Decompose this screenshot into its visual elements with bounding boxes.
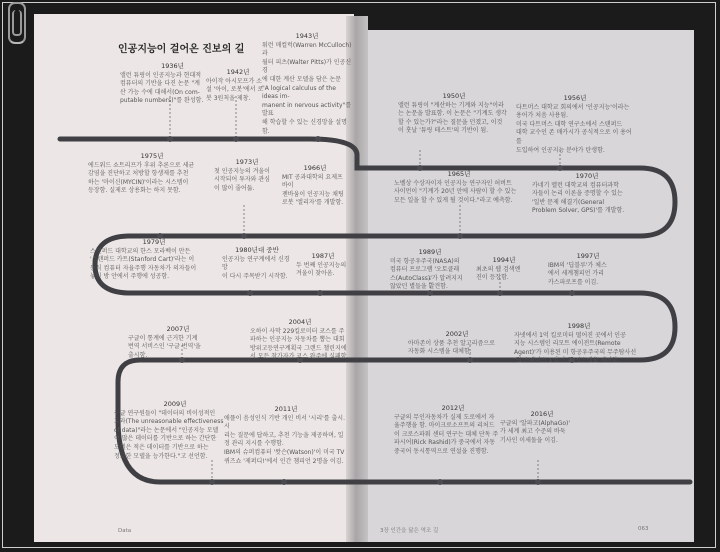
entry-year: 1966년 bbox=[303, 164, 327, 172]
entry-year: 1997년 bbox=[576, 252, 600, 260]
entry-year: 1950년 bbox=[442, 92, 466, 100]
footer-left: Data bbox=[118, 528, 132, 534]
entry-year: 1956년 bbox=[563, 94, 587, 102]
entry-1989: 1989년 미국 항공우주국(NASA)의 컴퓨터 프로그램 '오토클래 스(AutoClass)'가 알려지지 않았던 별들을 발견함. bbox=[390, 248, 470, 292]
entry-2012: 2012년 구글의 무인자동차가 실제 도로에서 자 율주행을 함. 마이크로소프트의 리처드 이 크로스파워 센터 연구는 대체 단독 주 파시어(Rick Rashid)가 중국에서 자동 중국어 동시통역으로 연설을 진행함. bbox=[394, 404, 512, 457]
entry-1936: 1936년 앨런 튜링이 인공지능과 현대적 컴퓨터의 기반을 다진 논문 "계 산 가능 수에 대해서(On com- putable numbers)"를 완성함. bbox=[120, 62, 225, 106]
entry-1998: 1998년 자넷에서 1억 킬로미터 떨어진 곳에서 인공 지능 시스템인 리모트 에이전트(Remote Agent)'가 이용된 미 항공우주국의 무주탐사선 '딥 스페이스 1'호가 주 시스템을 제어함. bbox=[514, 322, 644, 366]
entry-year: 1998년 bbox=[567, 322, 591, 330]
entry-2011: 2011년 애플이 음성인식 기반 개인 비서 '시리'를 출시. 시 리는 질문에 답하고, 추천 기능을 제공하며, 일 정 관리 지시를 수행함. IBM의 슈퍼컴퓨터 '왓슨(Watson)'이 미국 TV 퀴즈쇼 '제퍼디!'에서 인간 챔피언 2명을 이김. bbox=[224, 405, 348, 466]
entry-year: 1942년 bbox=[226, 68, 250, 76]
entry-2007: 2007년 구글이 통계에 근거한 기계 번역 서비스인 '구글 번역'을 출시함. bbox=[128, 325, 228, 360]
entry-year: 1973년 bbox=[235, 158, 259, 166]
entry-1943: 1943년 워런 매컬럭(Warren McCulloch)과 월터 피츠(Walter Pitts)가 인공신경 에 대한 계산 모델을 담은 논문 "A logical calculus of the ideas im- manent in nervous activity"를 발표 해 학습할 수 있는 신경망을 설명함. bbox=[262, 32, 352, 135]
entry-1994: 1994년 최초의 웹 검색엔 진이 등장함. bbox=[476, 256, 532, 283]
entry-2016: 2016년 구글의 '알파고(AlphaGo)' 가 세계 최고 수준의 바둑 기사인 이세돌을 이김. bbox=[500, 410, 584, 445]
entry-year: 2007년 bbox=[166, 325, 190, 333]
entry-year: 2012년 bbox=[441, 404, 465, 412]
entry-year: 2016년 bbox=[530, 410, 554, 418]
entry-year: 2004년 bbox=[288, 318, 312, 326]
entry-year: 1994년 bbox=[492, 256, 516, 264]
entry-year: 1943년 bbox=[295, 32, 319, 40]
entry-1966: 1966년 MIT 공과대학의 요제프 바이 젠바움이 인공지능 채팅 로봇 '엘리자'를 개발함. bbox=[282, 164, 348, 208]
entry-1970: 1970년 카네기 멜런 대학교의 컴퓨터과학 자들이 논리 이론을 증명할 수 있는 '일반 문제 해결기(General Problem Solver, GPS)'를 개발함. bbox=[532, 172, 642, 216]
page-number: 063 bbox=[638, 526, 649, 532]
entry-2004: 2004년 오하이 사막 229킬로미터 코스를 주 파하는 인공지능 자동차를 뽑는 대회 방위고등연구계획국 그랜드 챌린지에 서 모든 참가자가 코스 완주에 실패함. bbox=[250, 318, 349, 361]
entry-year: 1936년 bbox=[161, 62, 184, 70]
entry-1979: 1979년 스탠퍼드 대학교의 한스 모라벡이 만든 '스탠퍼드 카트(Stanford Cart)'라는 이 동식 컴퓨터 자율주행 자동차가 의자들이 놓인 방 안에서 주행에 성공함. bbox=[90, 238, 218, 282]
entry-2002: 2002년 아마존이 상품 추천 알고리즘으로 자동화 시스템을 대체함. bbox=[408, 330, 506, 357]
entry-1980s: 1980년대 중반 인공지능 연구계에서 신경망 이 다시 주목받기 시작함. bbox=[222, 246, 292, 281]
paperclip-inner bbox=[12, 10, 22, 36]
entry-1987: 1987년 두 번째 인공지능의 겨울이 찾아옴. bbox=[296, 252, 350, 279]
page-title: 인공지능이 걸어온 진보의 길 bbox=[118, 44, 245, 55]
entry-1997: 1997년 IBM의 '딥블루'가 체스 에서 세계챔피언 가리 카스파로프를 이김. bbox=[548, 252, 628, 287]
entry-1956: 1956년 다트머스 대학교 회의에서 '인공지능'이라는 용어가 처음 사용됨. 미국 다트머스 대학 연구소에서 스탠퍼드 대학 교수인 존 매카시가 공식적으로 이 용어를 도입하여 인공지능 분야가 탄생함. bbox=[516, 94, 634, 155]
entry-year: 1970년 bbox=[575, 172, 599, 180]
entry-year: 1980년대 중반 bbox=[235, 246, 279, 254]
entry-1965: 1965년 노벨상 수상자이자 인공지능 연구자인 허버트 사이먼이 "기계가 20년 안에 사람이 할 수 있는 모든 일을 할 수 있게 될 것이다."라고 예측함. bbox=[394, 170, 524, 205]
photo-frame bbox=[2, 2, 716, 548]
entry-year: 2002년 bbox=[445, 330, 469, 338]
entry-year: 1987년 bbox=[311, 252, 335, 260]
entry-year: 1989년 bbox=[418, 248, 442, 256]
entry-1950: 1950년 앨런 튜링이 "계산하는 기계와 지능"이라 는 논문을 발표함. 이 논문은 "기계도 생각 할 수 있는가?"라는 질문을 던졌고, 이것 이 훗날 '튜링 테스트'의 기반이 됨. bbox=[398, 92, 510, 136]
entry-year: 1979년 bbox=[142, 238, 166, 246]
entry-year: 1975년 bbox=[140, 152, 164, 160]
entry-1975: 1975년 에드워드 쇼트리프가 후위 추론으로 세균 감염을 진단하고 처방할 항생제를 추천 하는 '마이신(MYCIN)'이라는 시스템이 등장함. 실제로 상용화는 하지 못함. bbox=[88, 152, 216, 196]
entry-2009: 2009년 구글 연구원들이 "데이터의 비이성적인 효과(The unreasonable effectiveness of data)"라는 논문에서 "인공지능 모델 이 많은 데이터를 기반으로 하는 간단한 모델은 적은 데이터를 기반으로 하는 정교한 모델을 능가한다."고 선언함. bbox=[114, 400, 236, 461]
entry-year: 2011년 bbox=[274, 405, 298, 413]
entry-year: 1965년 bbox=[447, 170, 471, 178]
entry-1973: 1973년 첫 인공지능의 겨울이 시작되어 투자와 관심 이 많이 줄어듦. bbox=[214, 158, 280, 193]
entry-1942: 1942년 아이작 아시모프가 소 설 '아이, 로봇'에서 로 봇 3원칙을 제창. bbox=[206, 68, 270, 103]
entry-year: 2009년 bbox=[163, 400, 187, 408]
footer-chapter: 3장 인간을 닮은 역조 길 bbox=[380, 528, 439, 534]
